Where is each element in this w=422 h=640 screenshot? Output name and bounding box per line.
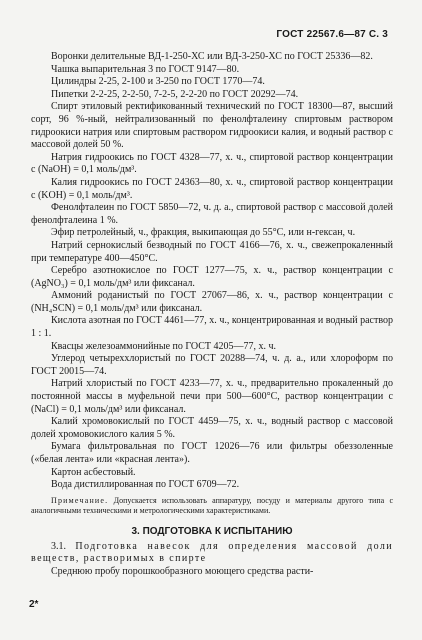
paragraph: Эфир петролейный, ч., фракция, выкипающая до 55°С, или н-гексан, ч. [51,227,356,239]
paragraph: Картон асбестовый. [51,466,136,478]
paragraph: Вода дистиллированная по ГОСТ 6709—72. [51,479,240,491]
paragraph: Натрий хлористый по ГОСТ 4233—77, х. ч., предварительно прокаленный до постоянной массы в муфельной печи при 500—600°С, раствор концентрации с (NaCl) = 0,1 моль/дм³ или фиксанал. [31,378,393,415]
paragraph: Квасцы железоаммонийные по ГОСТ 4205—77, х. ч. [51,340,277,352]
subsection-number: 3.1. [51,540,66,552]
paragraph: Фенолфталеин по ГОСТ 5850—72, ч. д. а., спиртовой раствор с массовой долей фенолфталеина 1 %. [31,202,393,226]
paragraph: Натрия гидроокись по ГОСТ 4328—77, х. ч., спиртовой раствор концентрации с (NaOH) = 0,1 моль/дм³. [31,151,393,176]
paragraph: Калий хромовокислый по ГОСТ 4459—75, х. ч., водный раствор с массовой долей хромовокислого калия 5 %. [31,416,393,440]
paragraph: Воронки делительные ВД-1-250-ХС или ВД-3-250-ХС по ГОСТ 25336—82. [51,51,373,62]
subsection-title: Подготовка навесок для определения массовой доли веществ, растворимых в спирте [31,540,393,565]
paragraph: Калия гидроокись по ГОСТ 24363—80, х. ч., спиртовой раствор концентрации с (KOH) = 0,1 моль/дм³. [31,176,393,201]
paragraph: Цилиндры 2-25, 2-100 и 3-250 по ГОСТ 1770—74. [51,76,265,88]
paragraph: Чашка выпарительная 3 по ГОСТ 9147—80. [51,63,240,75]
paragraph: Среднюю пробу порошкообразного моющего средства расти- [51,565,314,577]
footer-mark: 2* [29,599,39,610]
note-label: Примечание. [51,495,109,505]
paragraph: Спирт этиловый ректификованный технический по ГОСТ 18300—87, высший сорт, 96 %-ный, нейтрализованный по фенолфталеину спиртовым раствором гидроокиси натрия или спиртовым раствором гидроокиси калия, и водный раствор с массовой долей 50 %. [31,101,393,151]
paragraph: Аммоний роданистый по ГОСТ 27067—86, х. ч., раствор концентрации с (NH₄SCN) = 0,1 моль/дм³ или фиксанал. [31,290,393,314]
document-body [31,51,393,579]
paragraph: Серебро азотнокислое по ГОСТ 1277—75, х. ч., раствор концентрации с (AgNO₃) = 0,1 моль/дм³ или фиксанал. [31,265,393,289]
note [31,496,393,516]
section-title: 3. ПОДГОТОВКА К ИСПЫТАНИЮ [131,525,293,537]
paragraph: Натрий сернокислый безводный по ГОСТ 4166—76, х. ч., свежепрокаленный при температуре 400—450°С. [31,239,393,264]
paragraph: Пипетки 2-2-25, 2-2-50, 7-2-5, 2-2-20 по ГОСТ 20292—74. [51,88,299,100]
paragraph: Кислота азотная по ГОСТ 4461—77, х. ч., концентрированная и водный раствор 1 : 1. [31,315,393,340]
note-text: Допускается использовать аппаратуру, посуду и материалы другого типа с аналогичными техническими и метрологическими характеристиками. [31,495,393,515]
subsection-heading [31,541,393,566]
paragraph: Бумага фильтровальная по ГОСТ 12026—76 или фильтры обеззоленные («белая лента» или «красная лента»). [31,441,393,465]
page-header: ГОСТ 22567.6—87 С. 3 [276,29,388,40]
paragraph: Углерод четыреххлористый по ГОСТ 20288—74, ч. д. а., или хлороформ по ГОСТ 20015—74. [31,353,393,377]
